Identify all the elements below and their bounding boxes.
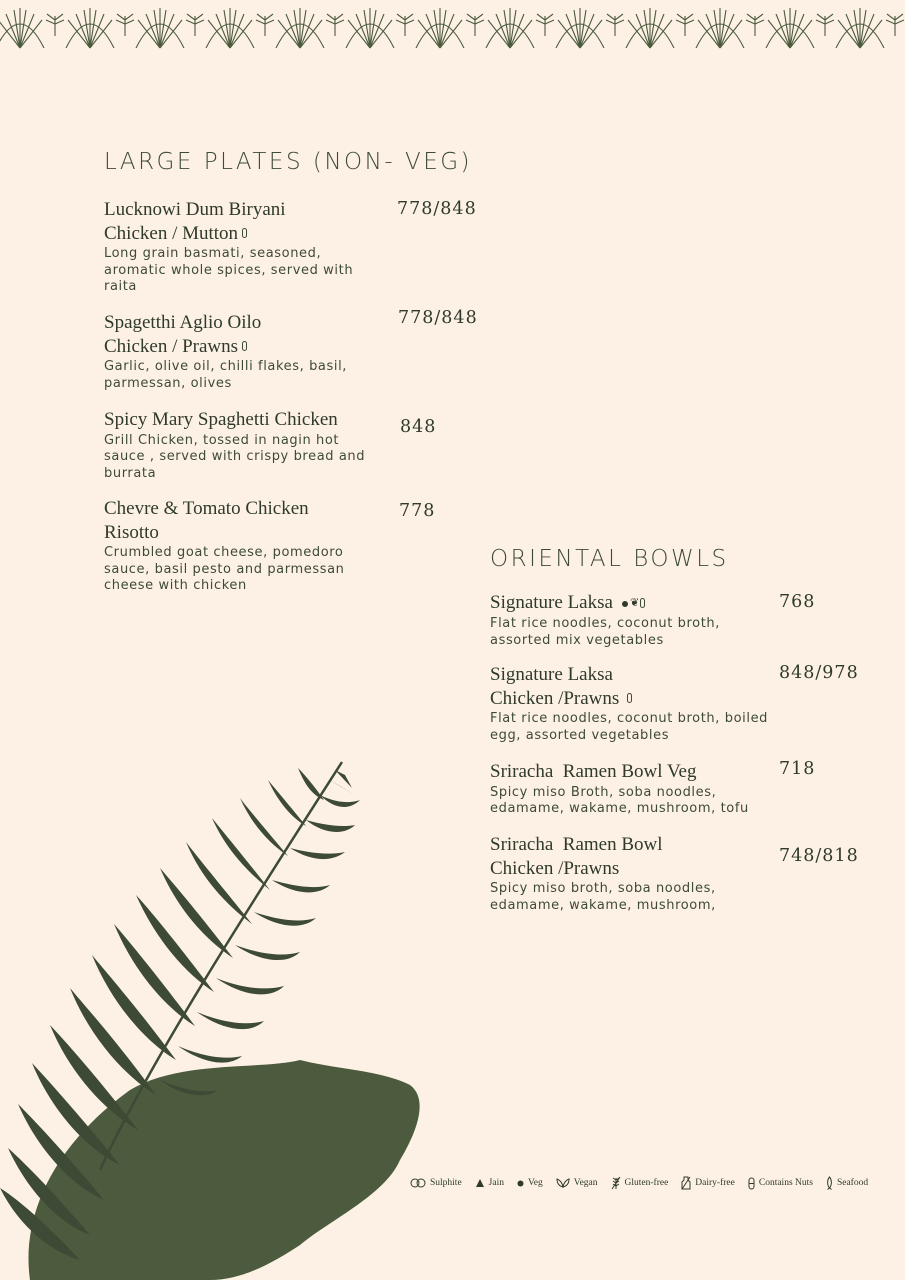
item-price: 778 [399, 501, 436, 521]
item-description: Spicy miso broth, soba noodles, edamame, wakame, mushroom, [490, 881, 716, 913]
item-name: Chevre & Tomato Chicken [104, 498, 309, 519]
menu-item-ramen-chicken-prawns [490, 833, 770, 914]
oriental-bowls-title: ORIENTAL BOWLS [490, 546, 729, 572]
legend-label: Seafood [836, 1178, 869, 1188]
item-price: 748/818 [779, 846, 859, 866]
menu-item-spicy-mary [104, 408, 374, 482]
item-description: Grill Chicken, tossed in nagin hot sauce , served with crispy bread and burrata [104, 432, 366, 481]
contains-nuts-icon [627, 693, 632, 703]
legend-label: Sulphite [430, 1178, 462, 1188]
item-name-line2: Chicken /Prawns [490, 857, 620, 879]
dairy-free-icon [681, 1176, 691, 1190]
legend-label: Dairy-free [695, 1178, 735, 1188]
vegan-icon: ❦ [629, 596, 640, 609]
item-name: Signature Laksa [490, 664, 613, 685]
legend-label: Vegan [573, 1178, 598, 1188]
vegan-icon [556, 1178, 570, 1188]
legend-item-vegan [556, 1178, 598, 1188]
legend-item-seafood [826, 1176, 868, 1190]
dietary-legend [410, 1176, 868, 1190]
item-description: Crumbled goat cheese, pomedoro sauce, basil pesto and parmessan cheese with chicken [104, 545, 345, 593]
item-name: Spicy Mary Spaghetti Chicken [104, 409, 338, 430]
item-price: 848/978 [779, 663, 859, 683]
item-name-line2: Chicken / Prawns [104, 335, 374, 359]
item-name-line2: Chicken /Prawns [490, 687, 770, 711]
contains-nuts-icon [640, 598, 645, 608]
item-description: Spicy miso Broth, soba noodles, edamame, wakame, mushroom, tofu [490, 784, 749, 816]
legend-item-contains-nuts [748, 1177, 813, 1190]
legend-item-sulphite [410, 1177, 462, 1189]
legend-item-jain [475, 1178, 504, 1188]
item-name-line2: Chicken / Mutton [104, 222, 374, 246]
veg-icon [517, 1180, 524, 1187]
item-price: 768 [779, 592, 816, 612]
menu-item-aglio-oilo [104, 311, 374, 392]
seafood-icon [826, 1176, 833, 1190]
menu-item-ramen-veg [490, 760, 775, 818]
legend-label: Gluten-free [624, 1178, 669, 1188]
item-description: Garlic, olive oil, chilli flakes, basil, parmessan, olives [104, 359, 348, 391]
item-description: Long grain basmati, seasoned, aromatic whole spices, served with raita [104, 246, 354, 294]
sulphite-icon [410, 1177, 426, 1189]
menu-item-signature-laksa [490, 591, 770, 649]
palm-leaf-illustration [0, 740, 440, 1280]
item-price: 848 [400, 417, 437, 437]
legend-label: Contains Nuts [758, 1178, 813, 1188]
item-name: Spagetthi Aglio Oilo [104, 312, 262, 333]
jain-icon [475, 1178, 485, 1188]
legend-item-dairy-free [681, 1176, 735, 1190]
menu-item-laksa-chicken-prawns [490, 663, 770, 744]
item-description: Flat rice noodles, coconut broth, assorted mix vegetables [490, 616, 721, 648]
item-name-line2: Risotto [104, 521, 159, 543]
item-price: 778/848 [397, 199, 477, 219]
item-name: Sriracha Ramen Bowl Veg [490, 761, 697, 782]
item-price: 718 [779, 759, 816, 779]
legend-item-gluten-free [611, 1176, 669, 1190]
item-name: Signature Laksa ❦ [490, 591, 770, 615]
large-plates-title: LARGE PLATES (NON- VEG) [104, 149, 473, 175]
veg-icon [622, 601, 628, 607]
item-name: Lucknowi Dum Biryani [104, 199, 286, 220]
legend-item-veg [517, 1178, 543, 1188]
item-price: 778/848 [398, 308, 478, 328]
menu-item-risotto [104, 497, 369, 595]
legend-label: Jain [488, 1178, 504, 1188]
item-name: Sriracha Ramen Bowl [490, 834, 663, 855]
contains-nuts-icon [748, 1177, 755, 1190]
menu-item-biryani [104, 198, 374, 296]
contains-nuts-icon [242, 228, 247, 238]
contains-nuts-icon [242, 341, 247, 351]
leaf-border [0, 0, 905, 52]
legend-label: Veg [527, 1178, 543, 1188]
item-description: Flat rice noodles, coconut broth, boiled egg, assorted vegetables [490, 711, 769, 743]
gluten-free-icon [611, 1176, 621, 1190]
